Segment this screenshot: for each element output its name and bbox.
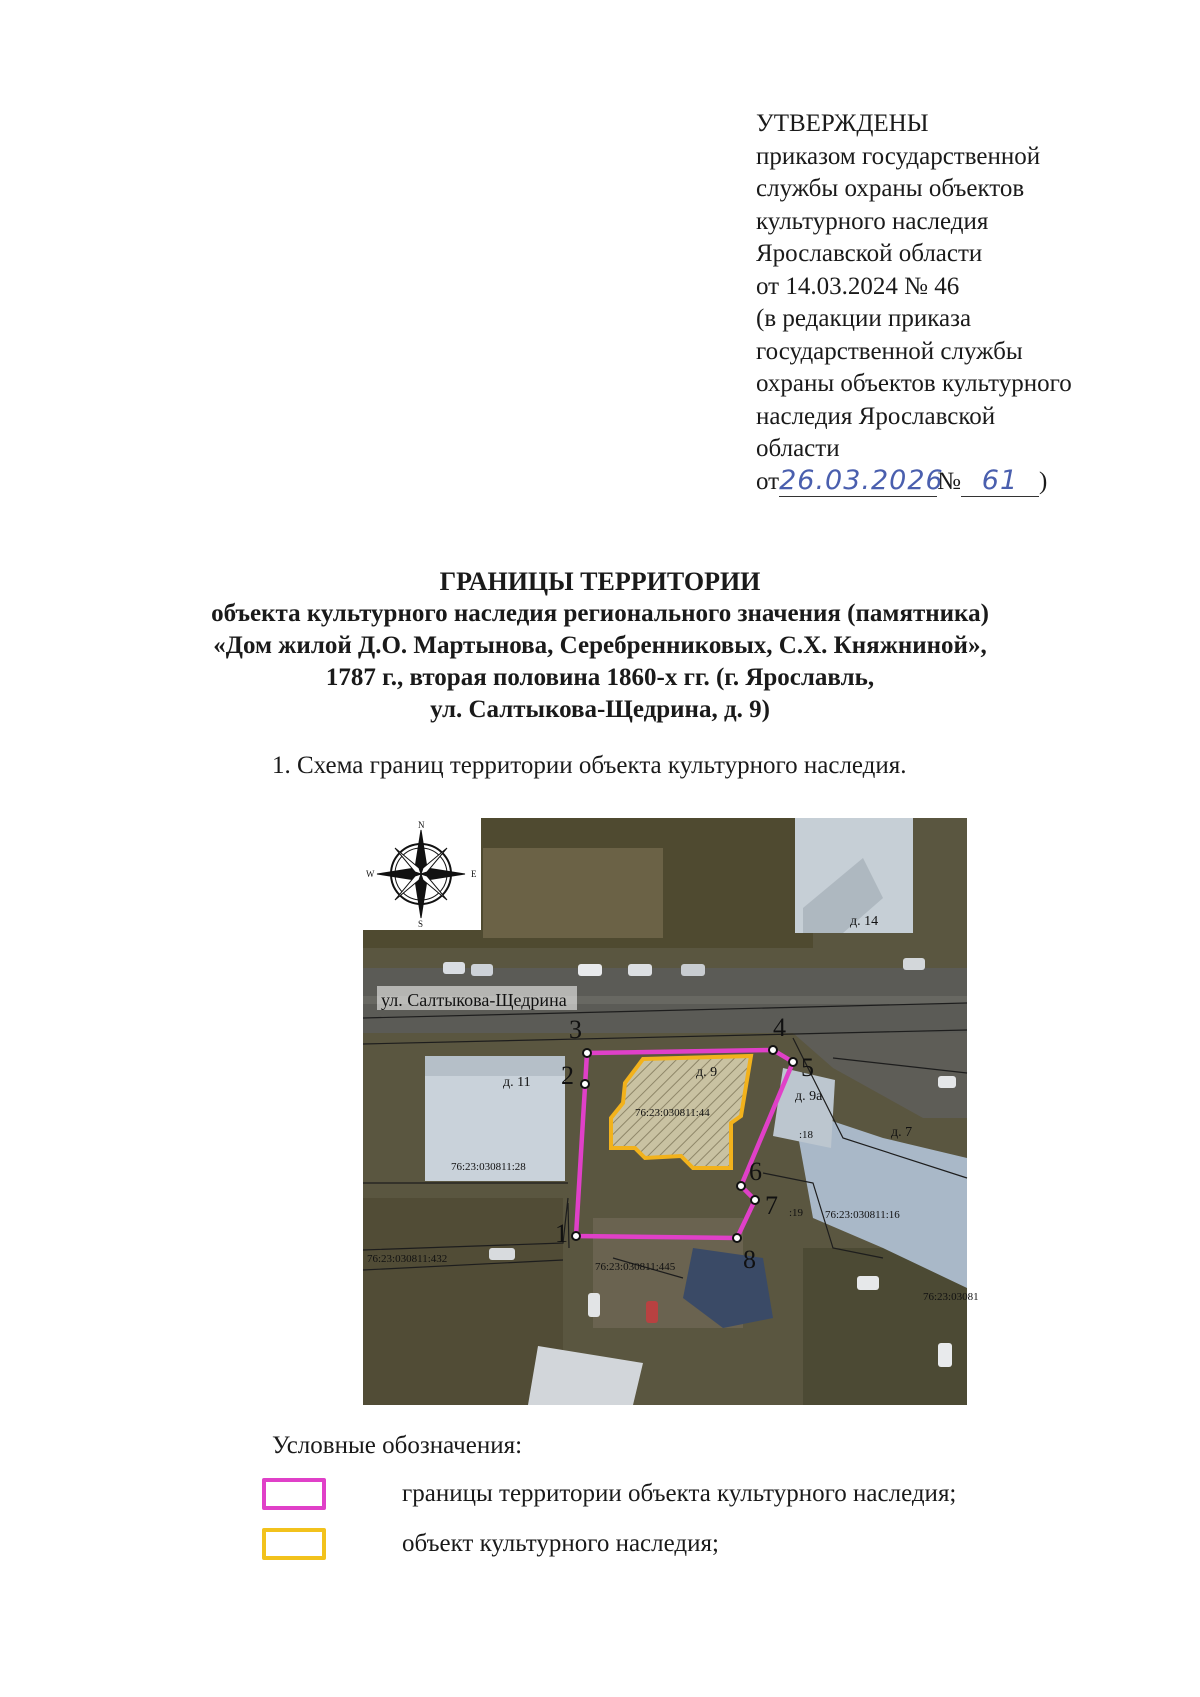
car xyxy=(489,1248,515,1260)
approval-line: государственной службы xyxy=(756,337,1023,365)
point-label: 6 xyxy=(749,1157,762,1186)
handwritten-number: 61 xyxy=(981,464,1019,496)
legend-label: объект культурного наследия; xyxy=(402,1530,719,1557)
number-sign: № xyxy=(937,467,961,495)
boundary-point-1 xyxy=(572,1232,580,1240)
approval-line: охраны объектов культурного xyxy=(756,370,1072,397)
boundary-map xyxy=(363,818,979,1405)
legend-title: Условные обозначения: xyxy=(272,1432,523,1459)
vegetation-area xyxy=(363,1198,563,1405)
compass-e: E xyxy=(471,869,477,879)
approval-line: службы охраны объектов xyxy=(756,175,1025,202)
cadastral-label: :19 xyxy=(789,1207,804,1219)
boundary-point-5 xyxy=(789,1058,797,1066)
car xyxy=(443,962,465,974)
point-label: 7 xyxy=(765,1191,778,1220)
point-label: 2 xyxy=(561,1061,574,1090)
approval-line: (в редакции приказа xyxy=(756,305,972,332)
title-main: ГРАНИЦЫ ТЕРРИТОРИИ xyxy=(439,567,761,596)
section-heading: 1. Схема границ территории объекта культурного наследия. xyxy=(272,752,907,779)
building-label: д. 9а xyxy=(795,1089,823,1104)
boundary-point-7 xyxy=(751,1196,759,1204)
title-line: ул. Салтыкова-Щедрина, д. 9) xyxy=(430,696,770,723)
date-prefix: от xyxy=(756,467,780,495)
approval-line: культурного наследия xyxy=(756,207,989,235)
point-label: 5 xyxy=(801,1053,814,1082)
car xyxy=(646,1301,658,1323)
boundary-point-3 xyxy=(583,1049,591,1057)
cadastral-label: 76:23:030811:432 xyxy=(367,1253,448,1265)
closing-paren: ) xyxy=(1038,467,1048,495)
approval-line: Ярославской области xyxy=(756,240,983,267)
boundary-swatch xyxy=(262,1478,326,1510)
compass-n: N xyxy=(418,820,425,830)
approval-line: от 14.03.2024 № 46 xyxy=(756,272,960,300)
document-title xyxy=(0,566,1200,726)
title-line: «Дом жилой Д.О. Мартынова, Серебренниковых, С.Х. Княжниной», xyxy=(213,632,987,659)
building-label: д. 11 xyxy=(503,1075,531,1090)
title-line: 1787 г., вторая половина 1860-х гг. (г. Ярославль, xyxy=(325,664,875,691)
cadastral-label: 76:23:030811:28 xyxy=(451,1161,526,1173)
building-label: д. 9 xyxy=(696,1065,718,1080)
car xyxy=(628,964,652,976)
approval-date-line xyxy=(756,466,1176,499)
cadastral-label: 76:23:03081 xyxy=(923,1291,979,1303)
car xyxy=(588,1293,600,1317)
point-label: 4 xyxy=(773,1013,786,1042)
building-label: д. 14 xyxy=(850,914,879,929)
boundary-point-8 xyxy=(733,1234,741,1242)
point-label: 3 xyxy=(569,1015,582,1044)
car xyxy=(903,958,925,970)
car xyxy=(471,964,493,976)
car xyxy=(857,1276,879,1290)
car xyxy=(578,964,602,976)
legend-label: границы территории объекта культурного наследия; xyxy=(402,1480,957,1507)
car xyxy=(938,1343,952,1367)
cadastral-label: 76:23:030811:445 xyxy=(595,1261,676,1273)
building-label: д. 7 xyxy=(891,1125,913,1140)
approval-line: наследия Ярославской xyxy=(756,402,996,430)
car xyxy=(938,1076,956,1088)
point-label: 8 xyxy=(743,1245,756,1274)
boundary-point-2 xyxy=(581,1080,589,1088)
street-label: ул. Салтыкова-Щедрина xyxy=(381,990,567,1010)
car xyxy=(681,964,705,976)
boundary-point-4 xyxy=(769,1046,777,1054)
compass-s: S xyxy=(418,919,424,929)
approval-line: приказом государственной xyxy=(756,142,1041,170)
approval-block xyxy=(756,108,1176,498)
compass-rose xyxy=(363,818,481,930)
approval-line: УТВЕРЖДЕНЫ xyxy=(756,110,929,137)
object-swatch xyxy=(262,1528,326,1560)
cadastral-label: 76:23:030811:16 xyxy=(825,1209,900,1221)
cadastral-label: :18 xyxy=(799,1129,814,1141)
approval-line: области xyxy=(756,435,840,462)
handwritten-date: 26.03.2026 xyxy=(779,464,944,496)
point-label: 1 xyxy=(555,1219,568,1248)
cadastral-label: 76:23:030811:44 xyxy=(635,1107,710,1119)
boundary-point-6 xyxy=(737,1182,745,1190)
yard-area xyxy=(483,848,663,938)
compass-w: W xyxy=(366,869,375,879)
building-11-roof xyxy=(425,1056,565,1076)
title-line: объекта культурного наследия регионального значения (памятника) xyxy=(211,600,989,627)
